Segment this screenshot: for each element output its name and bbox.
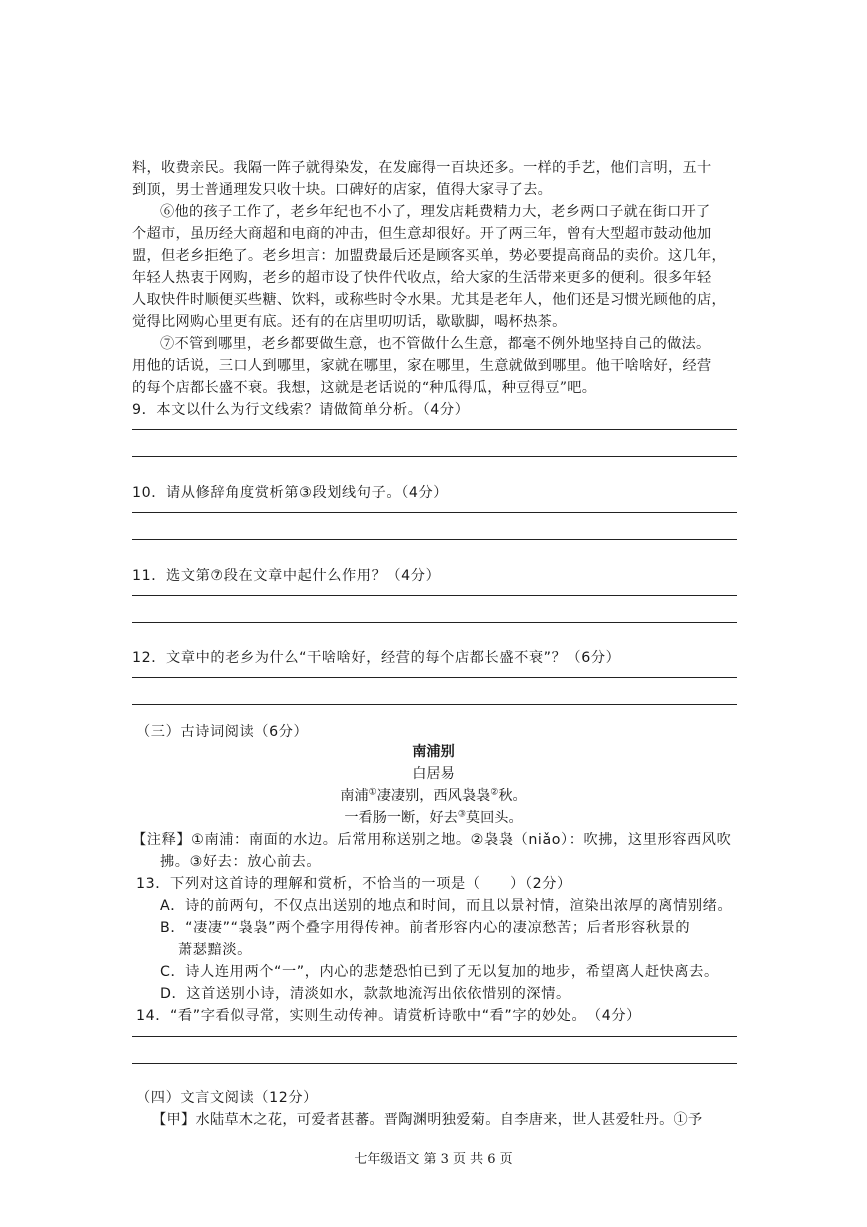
poem-line-2: 一看肠一断，好去③莫回头。 [344, 809, 523, 826]
passage-line: 人取快件时顺便买些糖、饮料，或称些时令水果。尤其是老年人，他们还是习惯光顾他的店， [132, 292, 726, 308]
answer-line[interactable] [132, 622, 737, 623]
answer-line[interactable] [132, 595, 737, 596]
question-14: 14．“看”字看似寻常，实则生动传神。请赏析诗歌中“看”字的妙处。 （4分） [136, 1008, 641, 1024]
poem-line-1: 南浦①凄凄别，西风袅袅②秋。 [340, 787, 527, 804]
question-12: 12．文章中的老乡为什么“干啥啥好，经营的每个店都长盛不衰”？（6分） [132, 650, 621, 666]
passage-line: ⑦不管到哪里，老乡都要做生意，也不管做什么生意，都毫不例外地坚持自己的做法。 [160, 336, 711, 352]
answer-line[interactable] [132, 1036, 737, 1037]
footnote-marker: ① [368, 787, 377, 798]
passage-line: 年轻人热衷于网购，老乡的超市设了快件代收点，给大家的生活带来更多的便利。很多年轻 [132, 270, 712, 286]
passage-line: ⑥他的孩子工作了，老乡年纪也不小了，理发店耗费精力大，老乡两口子就在街口开了 [160, 204, 711, 220]
poem-notes-cont: 拂。③好去：放心前去。 [160, 854, 322, 870]
passage-line: 觉得比网购心里更有底。还有的在店里叨叨话，歇歇脚，喝杯热茶。 [132, 314, 567, 330]
answer-line[interactable] [132, 456, 737, 457]
passage-line: 用他的话说，三口人到哪里，家就在哪里，家在哪里，生意就做到哪里。他干啥啥好，经营 [132, 358, 712, 374]
question-9: 9．本文以什么为行文线索？请做简单分析。（4分） [132, 402, 470, 418]
section-heading-poetry: （三）古诗词阅读（6分） [136, 724, 309, 740]
option-d[interactable]: D．这首送别小诗，清淡如水，款款地流泻出依依惜别的深情。 [160, 986, 571, 1002]
answer-line[interactable] [132, 429, 737, 430]
passage-line: 个超市，虽历经大商超和电商的冲击，但生意却很好。开了两三年，曾有大型超市鼓动他加 [132, 226, 712, 242]
answer-line[interactable] [132, 1063, 737, 1064]
classical-text-line: 【甲】水陆草木之花，可爱者甚蕃。晋陶渊明独爱菊。自李唐来，世人甚爱牡丹。①予 [152, 1112, 703, 1128]
passage-line: 料，收费亲民。我隔一阵子就得染发，在发廊得一百块还多。一样的手艺，他们言明，五十 [132, 160, 712, 176]
poem-notes: 【注释】①南浦：南面的水边。后常用称送别之地。②袅袅（niǎo）：吹拂，这里形容西风吹 [132, 832, 732, 848]
answer-line[interactable] [132, 704, 737, 705]
passage-line: 盟，但老乡拒绝了。老乡坦言：加盟费最后还是顾客买单，势必要提高商品的卖价。这几年， [132, 248, 726, 264]
footnote-marker: ② [490, 787, 499, 798]
option-a[interactable]: A．诗的前两句，不仅点出送别的地点和时间，而且以景衬情，渲染出浓厚的离情别绪。 [160, 898, 733, 914]
answer-line[interactable] [132, 512, 737, 513]
question-11: 11．选文第⑦段在文章中起什么作用？（4分） [132, 568, 441, 584]
passage-line: 的每个店都长盛不衰。我想，这就是老话说的“种瓜得瓜，种豆得豆”吧。 [132, 380, 597, 396]
page-footer: 七年级语文 第 3 页 共 6 页 [354, 1152, 513, 1167]
option-c[interactable]: C．诗人连用两个“一”，内心的悲楚恐怕已到了无以复加的地步，希望离人赶快离去。 [160, 964, 719, 980]
section-heading-classical: （四）文言文阅读（12分） [136, 1090, 318, 1106]
footnote-marker: ③ [457, 809, 466, 820]
question-13: 13．下列对这首诗的理解和赏析，不恰当的一项是（ ）（2分） [136, 876, 572, 892]
question-10: 10．请从修辞角度赏析第③段划线句子。（4分） [132, 485, 449, 501]
option-b[interactable]: B．“凄凄”“袅袅”两个叠字用得传神。前者形容内心的凄凉愁苦；后者形容秋景的 [160, 920, 691, 936]
poem-author: 白居易 [412, 766, 455, 782]
poem-title: 南浦别 [412, 744, 455, 760]
answer-line[interactable] [132, 539, 737, 540]
passage-line: 到顶，男士普通理发只收十块。口碑好的店家，值得大家寻了去。 [132, 182, 553, 198]
answer-line[interactable] [132, 677, 737, 678]
option-b-cont: 萧瑟黯淡。 [178, 942, 252, 958]
